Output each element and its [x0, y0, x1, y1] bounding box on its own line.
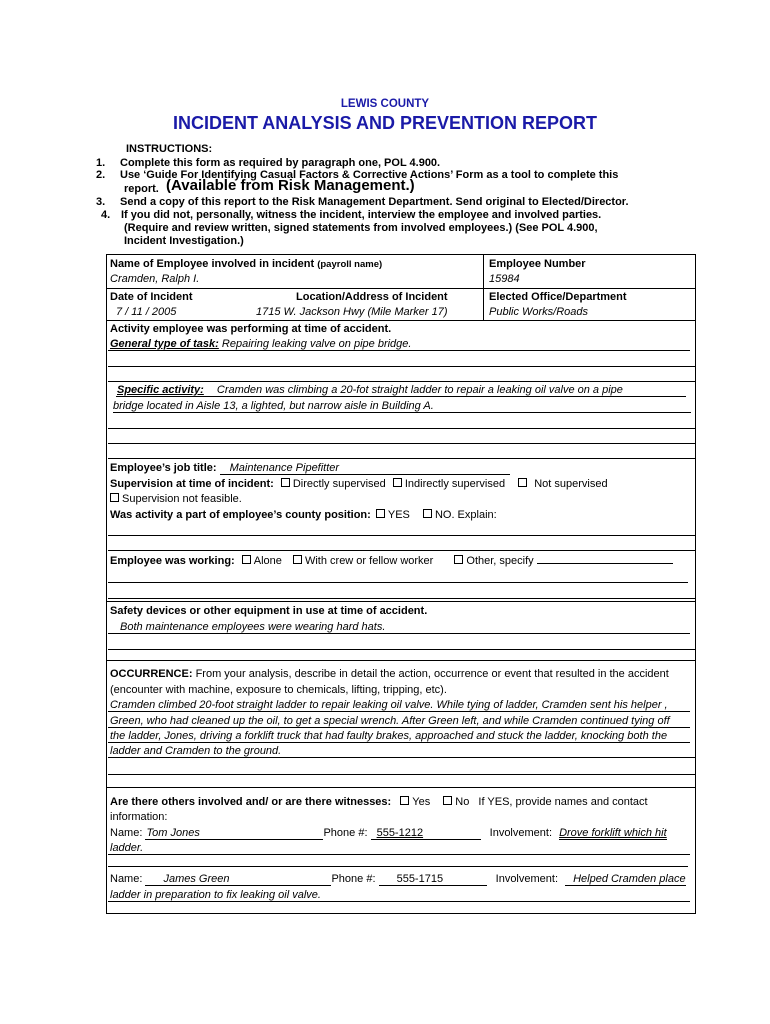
instructions-heading: INSTRUCTIONS: [126, 143, 213, 155]
witness-2-name[interactable]: James Green [145, 873, 331, 886]
other-specify-checkbox[interactable] [454, 555, 463, 564]
supervision-not-feasible-label: Supervision not feasible. [122, 493, 242, 505]
location-label: Location/Address of Incident [296, 291, 448, 303]
working-row [110, 555, 673, 567]
job-title-row [110, 462, 510, 475]
occurrence-prompt-row [110, 668, 669, 680]
instruction-3-text: Send a copy of this report to the Risk Management Department. Send original to Elected/Director. [120, 196, 629, 208]
office-label: Elected Office/Department [489, 291, 627, 303]
indirectly-supervised-checkbox[interactable] [393, 478, 402, 487]
instruction-2-available: (Available from Risk Management.) [166, 177, 415, 194]
not-supervised-label: Not supervised [534, 478, 608, 490]
employee-number-label: Employee Number [489, 258, 586, 270]
office-value[interactable]: Public Works/Roads [489, 306, 589, 318]
witness-2-involvement-cont[interactable]: ladder in preparation to fix leaking oil valve. [110, 889, 321, 901]
county-position-row [110, 509, 497, 521]
witness-2-involvement-label: Involvement: [495, 873, 559, 885]
general-task-value[interactable]: Repairing leaking valve on pipe bridge. [221, 338, 412, 350]
occurrence-line-1[interactable]: Cramden climbed 20-foot straight ladder to repair leaking oil valve. While tying of ladder, Cramden sent his helper , [110, 699, 668, 711]
instruction-4-text3: Incident Investigation.) [124, 235, 244, 247]
not-supervised-checkbox[interactable] [518, 478, 527, 487]
witness-1-phone-label: Phone #: [323, 827, 368, 839]
witness-1-name[interactable]: Tom Jones [145, 827, 323, 840]
instruction-2-text2: report. [124, 183, 159, 195]
job-title-value[interactable]: Maintenance Pipefitter [220, 462, 510, 475]
general-task-row [110, 338, 411, 350]
other-specify-field[interactable] [537, 563, 673, 564]
date-of-incident-label: Date of Incident [110, 291, 193, 303]
specific-activity-row [117, 384, 623, 396]
with-crew-checkbox[interactable] [293, 555, 302, 564]
witnesses-if-yes: If YES, provide names and contact [478, 796, 648, 808]
witness-2-involvement[interactable]: Helped Cramden place [565, 873, 686, 886]
supervision-row [110, 478, 608, 490]
directly-supervised-checkbox[interactable] [281, 478, 290, 487]
other-specify-label: Other, specify [466, 555, 534, 567]
witness-1-involvement-cont[interactable]: ladder. [110, 842, 144, 854]
specific-activity-label: Specific activity: [117, 384, 204, 396]
job-title-label: Employee’s job title: [110, 462, 217, 474]
report-title: INCIDENT ANALYSIS AND PREVENTION REPORT [172, 113, 598, 133]
working-label: Employee was working: [110, 555, 235, 567]
supervision-label: Supervision at time of incident: [110, 478, 274, 490]
county-position-label: Was activity a part of employee’s county position: [110, 509, 371, 521]
form-border [106, 254, 696, 914]
witness-1-row [110, 827, 667, 840]
witnesses-yes-checkbox[interactable] [400, 796, 409, 805]
location-value[interactable]: 1715 W. Jackson Hwy (Mile Marker 17) [256, 306, 448, 318]
witnesses-no-label: No [455, 796, 470, 808]
witnesses-question: Are there others involved and/ or are there witnesses: [110, 796, 392, 808]
witnesses-question-row [110, 796, 648, 808]
employee-number-value[interactable]: 15984 [489, 273, 520, 285]
instruction-2-text: Use ‘Guide For Identifying Casual Factors & Corrective Actions’ Form as a tool to complete this [120, 169, 619, 181]
witness-2-phone[interactable]: 555-1715 [379, 873, 487, 886]
instruction-4-num: 4. [101, 209, 111, 221]
employee-name-value[interactable]: Cramden, Ralph I. [110, 273, 200, 285]
county-position-no-label: NO. Explain: [434, 509, 497, 521]
employee-name-label: Name of Employee involved in incident (payroll name) [110, 258, 383, 270]
with-crew-label: With crew or fellow worker [304, 555, 434, 567]
specific-activity-line2[interactable]: bridge located in Aisle 13, a lighted, but narrow aisle in Building A. [113, 400, 434, 412]
safety-heading: Safety devices or other equipment in use at time of accident. [110, 605, 428, 617]
witness-2-row [110, 873, 686, 886]
supervision-row-2 [110, 493, 242, 505]
instruction-1-text: Complete this form as required by paragraph one, POL 4.900. [120, 157, 441, 169]
instruction-1-num: 1. [96, 157, 106, 169]
occurrence-prompt: From your analysis, describe in detail the action, occurrence or event that resulted in the accident [195, 668, 669, 680]
witness-2-phone-label: Phone #: [331, 873, 376, 885]
county-position-yes-checkbox[interactable] [376, 509, 385, 518]
directly-supervised-label: Directly supervised [292, 478, 386, 490]
witness-1-involvement[interactable]: Drove forklift which hit [559, 827, 667, 839]
occurrence-line-4[interactable]: ladder and Cramden to the ground. [110, 745, 282, 757]
alone-checkbox[interactable] [242, 555, 251, 564]
county-position-yes-label: YES [387, 509, 410, 521]
date-of-incident-value[interactable]: 7 / 11 / 2005 [116, 306, 177, 318]
alone-label: Alone [253, 555, 282, 567]
occurrence-prompt2: (encounter with machine, exposure to chemicals, lifting, tripping, etc). [110, 684, 447, 696]
safety-value[interactable]: Both maintenance employees were wearing hard hats. [120, 621, 386, 633]
instruction-2-num: 2. [96, 169, 106, 181]
county-name: LEWIS COUNTY [340, 98, 430, 110]
indirectly-supervised-label: Indirectly supervised [404, 478, 506, 490]
general-task-label: General type of task: [110, 338, 219, 350]
witness-2-name-label: Name: [110, 873, 143, 885]
supervision-not-feasible-checkbox[interactable] [110, 493, 119, 502]
witness-1-name-label: Name: [110, 827, 143, 839]
occurrence-label: OCCURRENCE: [110, 668, 193, 680]
activity-heading: Activity employee was performing at time of accident. [110, 323, 392, 335]
witness-1-phone[interactable]: 555-1212 [371, 827, 481, 840]
occurrence-line-3[interactable]: the ladder, Jones, driving a forklift truck that had faulty brakes, approached and stuck the ladder, knocking both the [110, 730, 668, 742]
specific-activity-line1[interactable]: Cramden was climbing a 20-fot straight ladder to repair a leaking oil valve on a pipe [216, 384, 623, 396]
occurrence-line-2[interactable]: Green, who had cleaned up the oil, to get a special wrench. After Green left, and while Cramden continued tying off [110, 715, 670, 727]
witnesses-yes-label: Yes [412, 796, 431, 808]
instruction-4-text: If you did not, personally, witness the incident, interview the employee and involved parties. [121, 209, 602, 221]
county-position-no-checkbox[interactable] [423, 509, 432, 518]
witnesses-no-checkbox[interactable] [443, 796, 452, 805]
instruction-3-num: 3. [96, 196, 106, 208]
witness-1-involvement-label: Involvement: [489, 827, 553, 839]
instruction-4-text2: (Require and review written, signed statements from involved employees.) (See POL 4.900, [124, 222, 598, 234]
witnesses-info-label: information: [110, 811, 168, 823]
